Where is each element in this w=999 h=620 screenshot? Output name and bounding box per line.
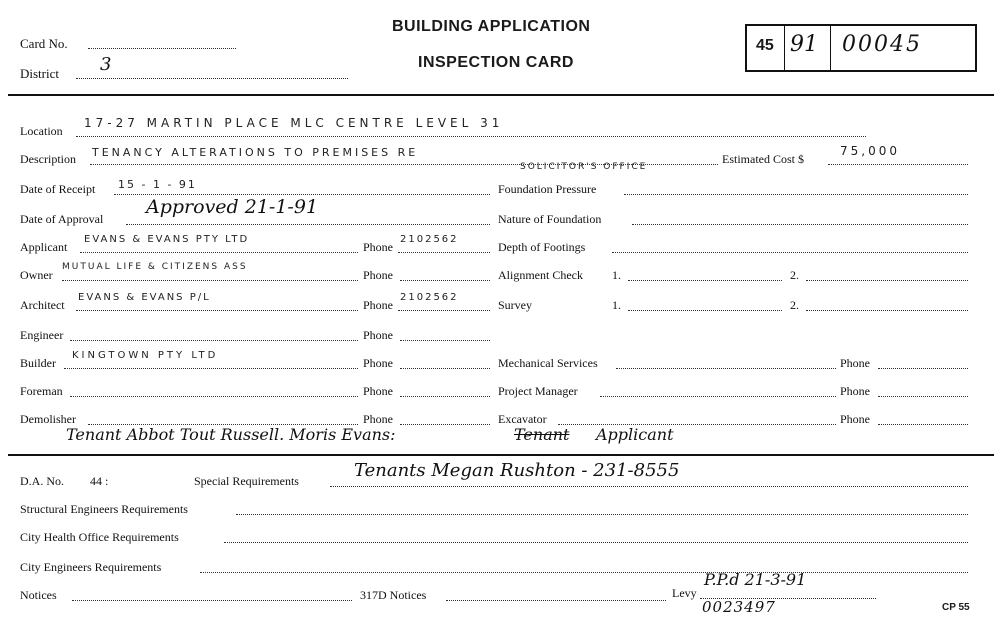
alignment-two-label: 2. xyxy=(790,268,799,282)
description-value-continued: SOLICITOR'S OFFICE xyxy=(520,162,648,172)
levy-label: Levy xyxy=(672,586,697,600)
survey-two-field[interactable] xyxy=(806,310,968,311)
description-label: Description xyxy=(20,152,76,166)
builder-label: Builder xyxy=(20,356,56,370)
nature-foundation-field[interactable] xyxy=(632,224,968,225)
demolisher-label: Demolisher xyxy=(20,412,76,426)
project-manager-label: Project Manager xyxy=(498,384,578,398)
applicant-word: Applicant xyxy=(596,425,674,444)
owner-phone-field[interactable] xyxy=(400,280,490,281)
district-field[interactable] xyxy=(76,78,348,79)
applicant-label: Applicant xyxy=(20,240,68,254)
special-requirements-label: Special Requirements xyxy=(194,474,299,488)
mechanical-services-field[interactable] xyxy=(616,368,836,369)
engineer-phone-label: Phone xyxy=(363,328,393,342)
city-engineers-field[interactable] xyxy=(200,572,968,573)
excavator-label: Excavator xyxy=(498,412,547,426)
date-receipt-field[interactable] xyxy=(114,194,490,195)
applicant-phone-label: Phone xyxy=(363,240,393,254)
form-title: BUILDING APPLICATION xyxy=(392,18,591,35)
project-manager-phone-label: Phone xyxy=(840,384,870,398)
notices-field[interactable] xyxy=(72,600,352,601)
architect-phone-value: 2102562 xyxy=(400,292,459,303)
mechanical-services-label: Mechanical Services xyxy=(498,356,598,370)
date-receipt-value: 15 - 1 - 91 xyxy=(118,178,197,191)
card-no-field[interactable] xyxy=(88,48,236,49)
da-no-value: 44 : xyxy=(90,474,109,488)
location-field[interactable] xyxy=(76,136,866,137)
alignment-one-label: 1. xyxy=(612,268,621,282)
header-rule xyxy=(8,94,994,96)
foreman-phone-label: Phone xyxy=(363,384,393,398)
builder-value: KINGTOWN PTY LTD xyxy=(72,350,219,361)
alignment-one-field[interactable] xyxy=(628,280,782,281)
architect-field[interactable] xyxy=(76,310,358,311)
reference-divider-1 xyxy=(784,26,785,70)
health-requirements-field[interactable] xyxy=(224,542,968,543)
owner-value: MUTUAL LIFE & CITIZENS ASS xyxy=(62,262,248,272)
district-value: 3 xyxy=(100,54,112,75)
date-approval-label: Date of Approval xyxy=(20,212,104,226)
reference-year: 91 xyxy=(790,32,818,57)
owner-phone-label: Phone xyxy=(363,268,393,282)
special-requirements-field[interactable] xyxy=(330,486,968,487)
foundation-pressure-label: Foundation Pressure xyxy=(498,182,597,196)
applicant-phone-field[interactable] xyxy=(398,252,490,253)
applicant-phone-value: 2102562 xyxy=(400,234,459,245)
date-approval-field[interactable] xyxy=(126,224,490,225)
mechanical-phone-label: Phone xyxy=(840,356,870,370)
da-no-label: D.A. No. xyxy=(20,474,64,488)
description-value: TENANCY ALTERATIONS TO PREMISES RE xyxy=(92,146,419,159)
depth-footings-label: Depth of Footings xyxy=(498,240,586,254)
special-requirements-value: Tenants Megan Rushton - 231-8555 xyxy=(354,460,680,481)
builder-phone-field[interactable] xyxy=(400,368,490,369)
date-approval-value: Approved 21-1-91 xyxy=(146,196,319,218)
handwritten-note: Tenant Abbot Tout Russell. Moris Evans: xyxy=(66,425,396,444)
health-requirements-label: City Health Office Requirements xyxy=(20,530,179,544)
engineer-field[interactable] xyxy=(70,340,358,341)
form-code: CP 55 xyxy=(942,602,970,613)
foreman-field[interactable] xyxy=(70,396,358,397)
demolisher-phone-field[interactable] xyxy=(400,424,490,425)
foreman-label: Foreman xyxy=(20,384,63,398)
excavator-phone-field[interactable] xyxy=(878,424,968,425)
architect-label: Architect xyxy=(20,298,65,312)
estimated-cost-label: Estimated Cost $ xyxy=(722,152,804,166)
structural-requirements-label: Structural Engineers Requirements xyxy=(20,502,188,516)
city-engineers-label: City Engineers Requirements xyxy=(20,560,162,574)
estimated-cost-value: 75,000 xyxy=(840,144,900,158)
foundation-pressure-field[interactable] xyxy=(624,194,968,195)
notices-317d-label: 317D Notices xyxy=(360,588,427,602)
demolisher-phone-label: Phone xyxy=(363,412,393,426)
applicant-field[interactable] xyxy=(80,252,358,253)
location-value: 17-27 MARTIN PLACE MLC CENTRE LEVEL 31 xyxy=(84,116,504,130)
engineer-label: Engineer xyxy=(20,328,64,342)
survey-two-label: 2. xyxy=(790,298,799,312)
card-no-label: Card No. xyxy=(20,36,68,51)
owner-field[interactable] xyxy=(62,280,358,281)
foreman-phone-field[interactable] xyxy=(400,396,490,397)
reference-divider-2 xyxy=(830,26,831,70)
mechanical-phone-field[interactable] xyxy=(878,368,968,369)
survey-label: Survey xyxy=(498,298,532,312)
struck-word: Tenant xyxy=(514,425,570,444)
date-receipt-label: Date of Receipt xyxy=(20,182,96,196)
levy-value: P.P.d 21-3-91 xyxy=(704,570,807,589)
alignment-two-field[interactable] xyxy=(806,280,968,281)
section-rule xyxy=(8,454,994,456)
engineer-phone-field[interactable] xyxy=(400,340,490,341)
reference-prefix: 45 xyxy=(756,37,774,54)
form-subtitle: INSPECTION CARD xyxy=(418,54,574,71)
project-manager-field[interactable] xyxy=(600,396,836,397)
project-manager-phone-field[interactable] xyxy=(878,396,968,397)
nature-foundation-label: Nature of Foundation xyxy=(498,212,602,226)
depth-footings-field[interactable] xyxy=(612,252,968,253)
alignment-check-label: Alignment Check xyxy=(498,268,583,282)
district-label: District xyxy=(20,66,59,81)
architect-phone-label: Phone xyxy=(363,298,393,312)
reference-number: 00045 xyxy=(842,32,922,57)
receipt-number: 0023497 xyxy=(702,598,776,616)
applicant-value: EVANS & EVANS PTY LTD xyxy=(84,234,250,245)
architect-value: EVANS & EVANS P/L xyxy=(78,292,211,303)
survey-one-field[interactable] xyxy=(628,310,782,311)
estimated-cost-field[interactable] xyxy=(828,164,968,165)
survey-one-label: 1. xyxy=(612,298,621,312)
structural-requirements-field[interactable] xyxy=(236,514,968,515)
notices-label: Notices xyxy=(20,588,57,602)
excavator-phone-label: Phone xyxy=(840,412,870,426)
builder-field[interactable] xyxy=(64,368,358,369)
location-label: Location xyxy=(20,124,63,138)
notices-317d-field[interactable] xyxy=(446,600,666,601)
architect-phone-field[interactable] xyxy=(398,310,490,311)
builder-phone-label: Phone xyxy=(363,356,393,370)
owner-label: Owner xyxy=(20,268,53,282)
